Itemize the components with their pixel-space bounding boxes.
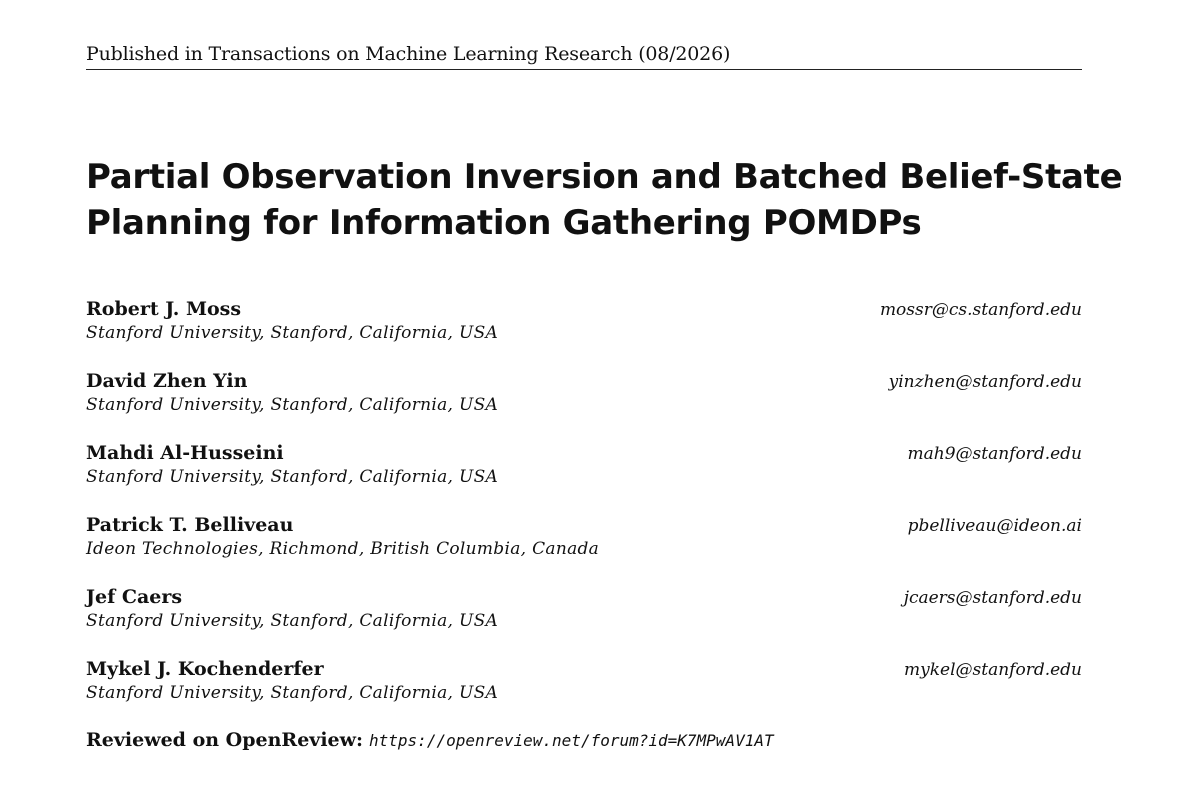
author-name: David Zhen Yin: [86, 370, 248, 392]
author-block: [86, 512, 1082, 584]
author-name: Robert J. Moss: [86, 298, 242, 320]
openreview-link[interactable]: https://openreview.net/forum?id=K7MPwAV1AT: [369, 731, 774, 750]
author-block: [86, 656, 1082, 728]
journal-header: Published in Transactions on Machine Learning Research (08/2026): [86, 43, 1082, 70]
author-affiliation: Stanford University, Stanford, California, USA: [86, 611, 499, 631]
author-affiliation: Stanford University, Stanford, California, USA: [86, 395, 499, 415]
author-email[interactable]: yinzhen@stanford.edu: [888, 372, 1082, 392]
author-affiliation: Stanford University, Stanford, California, USA: [86, 683, 499, 703]
review-label: Reviewed on OpenReview:: [86, 729, 364, 751]
author-name: Patrick T. Belliveau: [86, 514, 294, 536]
paper-title: [86, 154, 1123, 246]
author-block: [86, 368, 1082, 440]
author-block: [86, 584, 1082, 656]
author-list: [86, 296, 1082, 728]
author-email[interactable]: mah9@stanford.edu: [907, 444, 1082, 464]
author-affiliation: Stanford University, Stanford, California, USA: [86, 323, 499, 343]
review-line: [86, 728, 774, 753]
author-email[interactable]: mykel@stanford.edu: [904, 660, 1082, 680]
author-email[interactable]: jcaers@stanford.edu: [903, 588, 1082, 608]
paper-title-line: Partial Observation Inversion and Batched Belief-State: [86, 157, 1123, 197]
author-block: [86, 296, 1082, 368]
author-name: Mahdi Al-Husseini: [86, 442, 284, 464]
author-email[interactable]: pbelliveau@ideon.ai: [907, 516, 1082, 536]
author-affiliation: Ideon Technologies, Richmond, British Columbia, Canada: [86, 539, 600, 559]
author-email[interactable]: mossr@cs.stanford.edu: [879, 300, 1082, 320]
author-block: [86, 440, 1082, 512]
author-name: Mykel J. Kochenderfer: [86, 658, 324, 680]
author-affiliation: Stanford University, Stanford, California, USA: [86, 467, 499, 487]
paper-title-line: Planning for Information Gathering POMDPs: [86, 203, 922, 243]
author-name: Jef Caers: [86, 586, 183, 608]
